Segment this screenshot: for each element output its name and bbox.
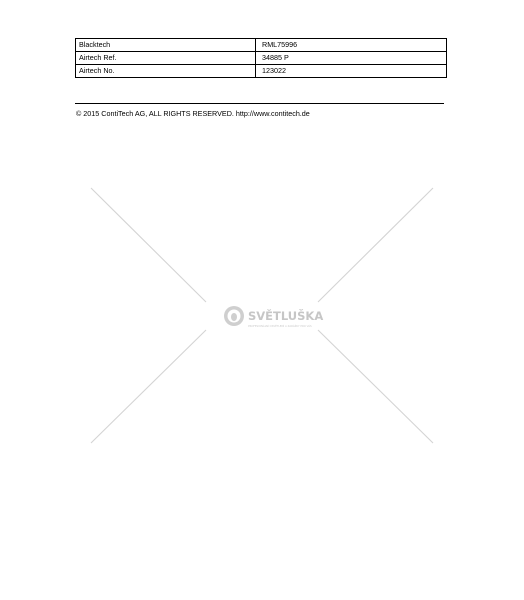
watermark-logo-icon [224, 306, 244, 326]
row-value: RML75996 [256, 39, 447, 52]
row-label: Blacktech [76, 39, 256, 52]
row-label: Airtech Ref. [76, 52, 256, 65]
copyright-text: © 2015 ContiTech AG, ALL RIGHTS RESERVED. http://www.contitech.de [76, 109, 310, 118]
row-label: Airtech No. [76, 65, 256, 78]
watermark-brand: SVĚTLUŠKA [248, 309, 324, 323]
row-value: 34885 P [256, 52, 447, 65]
row-value: 123022 [256, 65, 447, 78]
watermark-tagline: PROFESIONÁLNÍ OSVĚTLENÍ A ZARÁŽKY PRO VÁS [248, 325, 312, 328]
